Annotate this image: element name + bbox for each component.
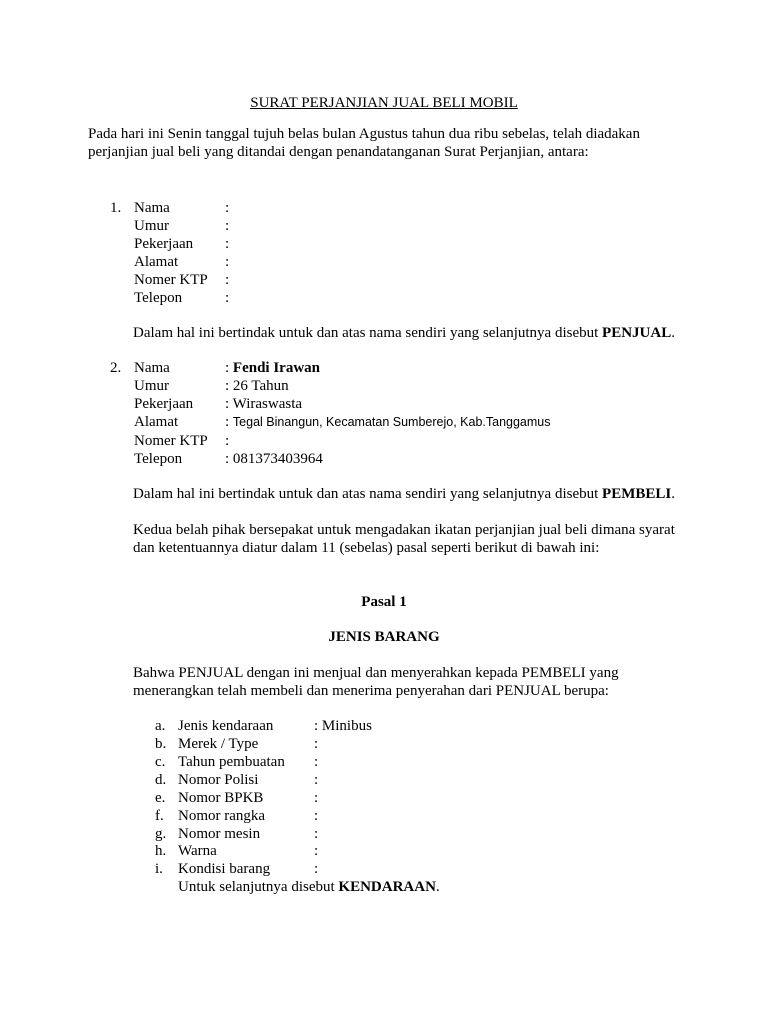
agreement-line-1: Kedua belah pihak bersepakat untuk mengadakan ikatan perjanjian jual beli dimana syarat: [133, 522, 675, 538]
pasal-text-line-2: menerangkan telah membeli dan menerima penyerahan dari PENJUAL berupa:: [133, 683, 609, 699]
item-label: Nomor mesin: [178, 826, 261, 842]
item-letter: a.: [155, 718, 166, 734]
party2-statement-end: .: [671, 486, 675, 502]
party2-label-umur: Umur: [134, 378, 169, 394]
closing-bold: KENDARAAN: [338, 879, 436, 895]
party1-value-ktp: :: [225, 272, 230, 288]
party2-label-nama: Nama: [134, 360, 170, 376]
item-letter: g.: [155, 826, 167, 842]
agreement-line-2: dan ketentuannya diatur dalam 11 (sebelas) pasal seperti berikut di bawah ini:: [133, 540, 600, 556]
party2-alamat-colon: :: [225, 414, 233, 430]
party2-statement: [133, 485, 675, 503]
item-value: :: [314, 772, 319, 788]
party2-alamat: Tegal Binangun, Kecamatan Sumberejo, Kab.Tanggamus: [232, 415, 551, 429]
item-value: :: [314, 826, 319, 842]
item-letter: h.: [155, 843, 167, 859]
item-label: Kondisi barang: [178, 861, 271, 877]
item-value: :: [314, 861, 319, 877]
party2-value-telepon: : 081373403964: [225, 451, 323, 467]
party2-value-nama: [225, 359, 320, 377]
item-letter: e.: [155, 790, 166, 806]
item-letter: f.: [155, 808, 164, 824]
party1-statement: [133, 324, 675, 342]
closing-end: .: [435, 879, 440, 895]
party2-value-umur: : 26 Tahun: [225, 378, 289, 394]
party2-value-ktp: :: [225, 433, 230, 449]
item-label: Merek / Type: [178, 736, 259, 752]
item-value: :: [314, 754, 319, 770]
item-letter: i.: [155, 861, 163, 877]
item-value: :: [314, 736, 319, 752]
party1-statement-text: Dalam hal ini bertindak untuk dan atas nama sendiri yang selanjutnya disebut: [133, 325, 603, 341]
intro-line-1: Pada hari ini Senin tanggal tujuh belas bulan Agustus tahun dua ribu sebelas, telah diadakan: [88, 126, 640, 142]
pasal-text-line-1: Bahwa PENJUAL dengan ini menjual dan menyerahkan kepada PEMBELI yang: [133, 665, 619, 681]
closing-text: Untuk selanjutnya disebut: [178, 879, 339, 895]
item-value: :: [314, 790, 319, 806]
item-label: Nomor Polisi: [178, 772, 259, 788]
item-label: Tahun pembuatan: [178, 754, 285, 770]
pasal-subheading: JENIS BARANG: [328, 629, 440, 645]
item-label: Warna: [178, 843, 217, 859]
pasal-heading: Pasal 1: [361, 594, 407, 610]
closing-statement: [178, 878, 440, 896]
item-value: :: [314, 843, 319, 859]
intro-line-2: perjanjian jual beli yang ditandai dengan penandatanganan Surat Perjanjian, antara:: [88, 144, 589, 160]
party1-statement-end: .: [671, 325, 675, 341]
party2-nama-colon: :: [225, 360, 233, 376]
party1-number: 1.: [110, 200, 122, 216]
item-value: : Minibus: [314, 718, 372, 734]
party1-value-nama: :: [225, 200, 230, 216]
party1-label-umur: Umur: [134, 218, 169, 234]
party2-value-alamat: [225, 413, 551, 431]
item-letter: d.: [155, 772, 167, 788]
party1-value-telepon: :: [225, 290, 230, 306]
party1-label-pekerjaan: Pekerjaan: [134, 236, 194, 252]
party2-name: Fendi Irawan: [232, 360, 321, 376]
party1-role: PENJUAL: [602, 325, 672, 341]
party1-value-umur: :: [225, 218, 230, 234]
party2-label-pekerjaan: Pekerjaan: [134, 396, 194, 412]
party2-statement-text: Dalam hal ini bertindak untuk dan atas nama sendiri yang selanjutnya disebut: [133, 486, 603, 502]
item-label: Nomor rangka: [178, 808, 266, 824]
party1-value-pekerjaan: :: [225, 236, 230, 252]
party2-label-alamat: Alamat: [134, 414, 179, 430]
party2-value-pekerjaan: : Wiraswasta: [225, 396, 303, 412]
item-label: Jenis kendaraan: [178, 718, 274, 734]
item-value: :: [314, 808, 319, 824]
item-letter: c.: [155, 754, 166, 770]
party2-label-telepon: Telepon: [134, 451, 183, 467]
party2-role: PEMBELI: [602, 486, 672, 502]
party2-label-ktp: Nomer KTP: [134, 433, 208, 449]
party1-label-ktp: Nomer KTP: [134, 272, 208, 288]
item-label: Nomor BPKB: [178, 790, 264, 806]
party1-label-alamat: Alamat: [134, 254, 179, 270]
item-letter: b.: [155, 736, 167, 752]
party1-value-alamat: :: [225, 254, 230, 270]
party2-number: 2.: [110, 360, 122, 376]
document-title: SURAT PERJANJIAN JUAL BELI MOBIL: [250, 95, 518, 111]
party1-label-nama: Nama: [134, 200, 170, 216]
party1-label-telepon: Telepon: [134, 290, 183, 306]
